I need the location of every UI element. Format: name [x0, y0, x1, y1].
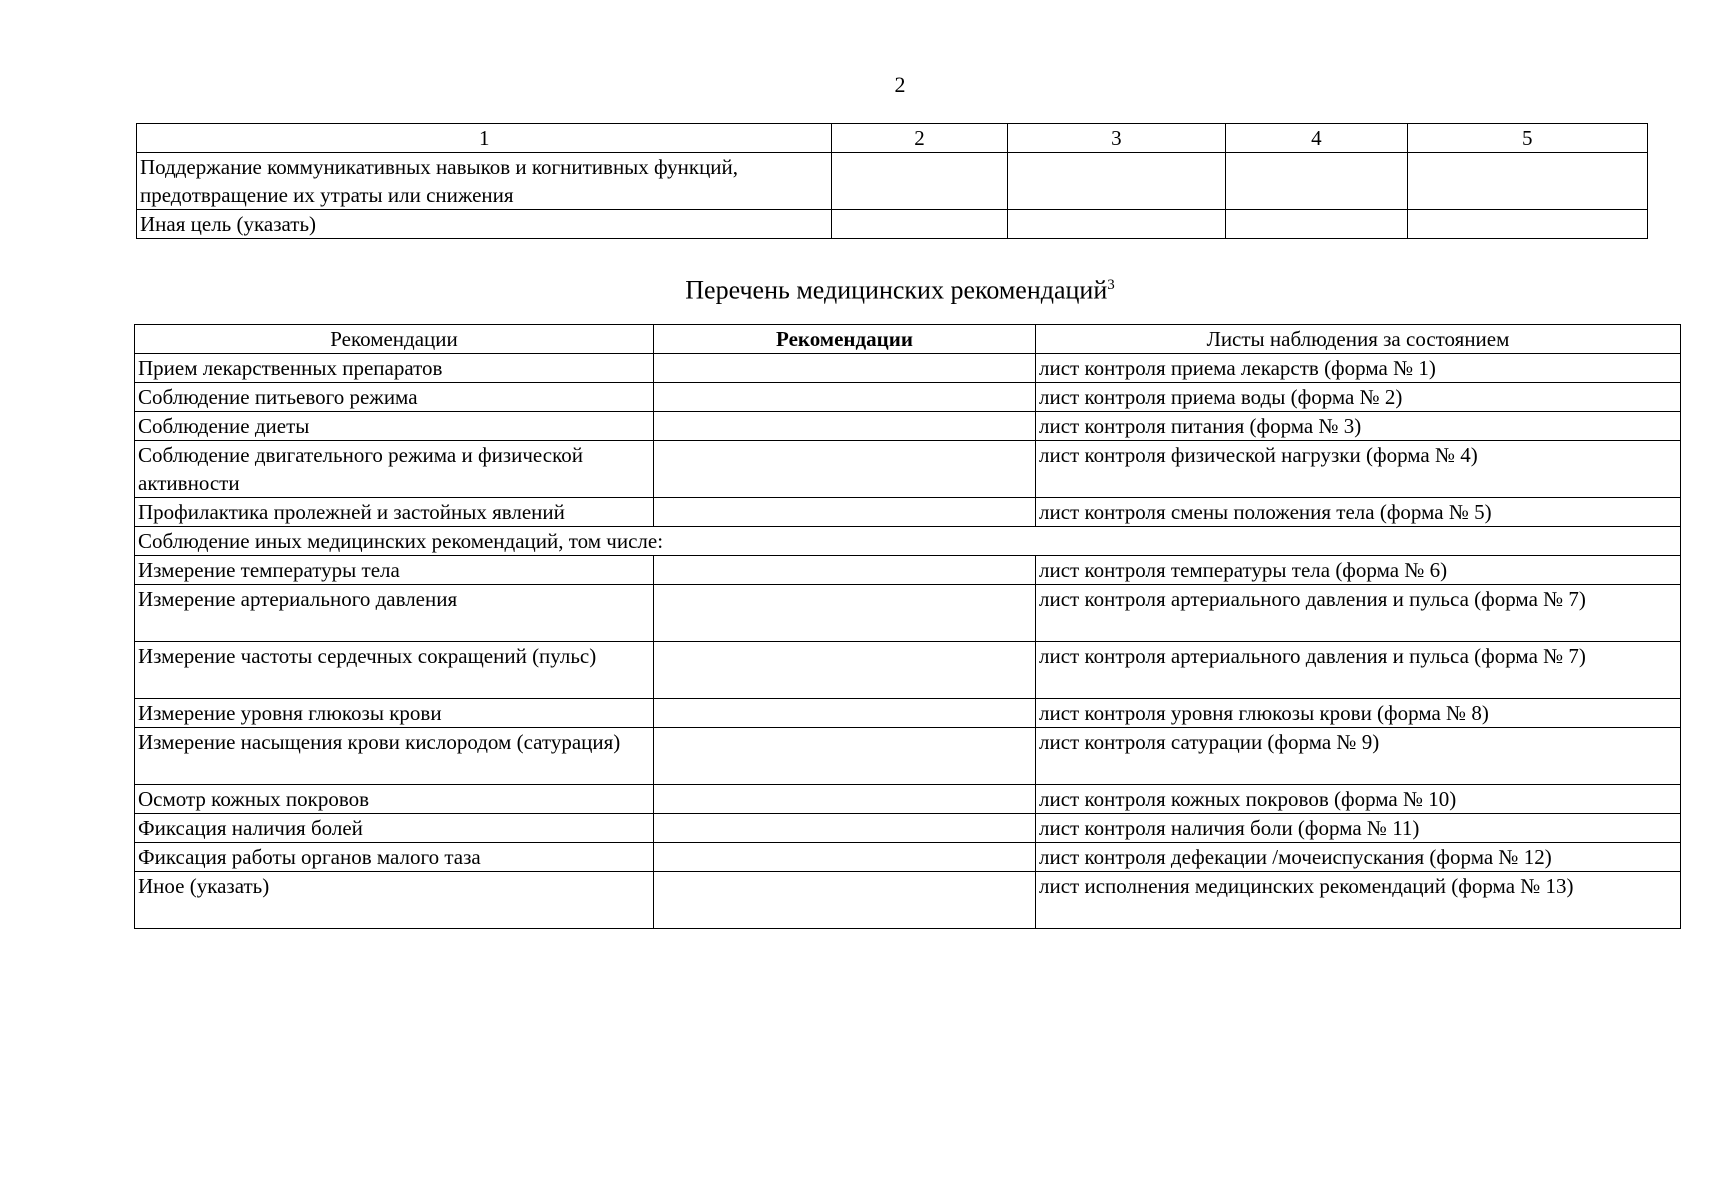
recommendation-cell[interactable] [654, 354, 1036, 383]
recommendation-cell[interactable] [654, 843, 1036, 872]
observation-sheet: лист контроля артериального давления и пульса (форма № 7) [1036, 642, 1681, 699]
recommendation-cell[interactable] [654, 383, 1036, 412]
goal-cell[interactable] [1407, 210, 1648, 239]
table-row [135, 585, 1681, 642]
goal-cell[interactable] [1407, 153, 1648, 210]
footnote-marker: 3 [1107, 277, 1115, 293]
recommendation-cell[interactable] [654, 556, 1036, 585]
table-row [137, 153, 1648, 210]
observation-sheet: лист контроля смены положения тела (форма № 5) [1036, 498, 1681, 527]
recommendation-cell[interactable] [654, 441, 1036, 498]
table-row [135, 354, 1681, 383]
recs-group-label: Соблюдение иных медицинских рекомендаций, том числе: [135, 527, 1681, 556]
recommendation-name: Измерение уровня глюкозы крови [135, 699, 654, 728]
recommendation-name: Иное (указать) [135, 872, 654, 929]
recommendation-cell[interactable] [654, 814, 1036, 843]
table-row [135, 642, 1681, 699]
goal-cell[interactable] [1226, 153, 1407, 210]
goals-table [136, 123, 1648, 239]
table-row [135, 383, 1681, 412]
recommendation-cell[interactable] [654, 699, 1036, 728]
recommendation-name: Измерение температуры тела [135, 556, 654, 585]
observation-sheet: лист контроля температуры тела (форма № 6) [1036, 556, 1681, 585]
recommendation-cell[interactable] [654, 872, 1036, 929]
recommendation-name: Соблюдение питьевого режима [135, 383, 654, 412]
observation-sheet: лист контроля уровня глюкозы крови (форма № 8) [1036, 699, 1681, 728]
goals-col-header: 4 [1226, 124, 1407, 153]
goal-cell[interactable] [1226, 210, 1407, 239]
goals-col-header: 1 [137, 124, 832, 153]
table-row [137, 210, 1648, 239]
recs-col-header: Рекомендации [135, 325, 654, 354]
goal-cell[interactable] [832, 153, 1007, 210]
observation-sheet: лист контроля дефекации /мочеиспускания (форма № 12) [1036, 843, 1681, 872]
recommendation-cell[interactable] [654, 412, 1036, 441]
goal-cell[interactable] [1007, 153, 1225, 210]
recommendation-name: Соблюдение двигательного режима и физической активности [135, 441, 654, 498]
table-row [135, 441, 1681, 498]
observation-sheet: лист контроля сатурации (форма № 9) [1036, 728, 1681, 785]
recommendation-name: Профилактика пролежней и застойных явлений [135, 498, 654, 527]
table-row [135, 699, 1681, 728]
table-row [135, 556, 1681, 585]
table-row [135, 843, 1681, 872]
section-title [0, 269, 1722, 307]
recommendation-name: Фиксация работы органов малого таза [135, 843, 654, 872]
observation-sheet: лист контроля физической нагрузки (форма № 4) [1036, 441, 1681, 498]
recommendations-table [134, 324, 1681, 929]
goal-label: Поддержание коммуникативных навыков и когнитивных функций, предотвращение их утраты или снижения [137, 153, 832, 210]
recommendation-name: Соблюдение диеты [135, 412, 654, 441]
recommendation-name: Измерение артериального давления [135, 585, 654, 642]
table-row [135, 814, 1681, 843]
goal-cell[interactable] [832, 210, 1007, 239]
recs-col-header: Листы наблюдения за состоянием [1036, 325, 1681, 354]
recommendation-name: Осмотр кожных покровов [135, 785, 654, 814]
recommendation-name: Фиксация наличия болей [135, 814, 654, 843]
recommendation-name: Измерение частоты сердечных сокращений (пульс) [135, 642, 654, 699]
goals-col-header: 2 [832, 124, 1007, 153]
recommendation-cell[interactable] [654, 585, 1036, 642]
observation-sheet: лист контроля кожных покровов (форма № 10) [1036, 785, 1681, 814]
observation-sheet: лист контроля наличия боли (форма № 11) [1036, 814, 1681, 843]
table-row [135, 728, 1681, 785]
recommendation-name: Прием лекарственных препаратов [135, 354, 654, 383]
page-number: 2 [894, 72, 906, 97]
observation-sheet: лист контроля приема воды (форма № 2) [1036, 383, 1681, 412]
recommendation-cell[interactable] [654, 642, 1036, 699]
recs-table-header-row [135, 325, 1681, 354]
table-row [135, 412, 1681, 441]
observation-sheet: лист исполнения медицинских рекомендаций (форма № 13) [1036, 872, 1681, 929]
recommendation-cell[interactable] [654, 728, 1036, 785]
goals-table-header-row [137, 124, 1648, 153]
table-row [135, 872, 1681, 929]
recommendation-cell[interactable] [654, 785, 1036, 814]
recommendation-name: Измерение насыщения крови кислородом (сатурация) [135, 728, 654, 785]
goal-cell[interactable] [1007, 210, 1225, 239]
section-title-text: Перечень медицинских рекомендаций [685, 275, 1108, 305]
observation-sheet: лист контроля питания (форма № 3) [1036, 412, 1681, 441]
recs-col-header: Рекомендации [654, 325, 1036, 354]
table-row [135, 785, 1681, 814]
recommendation-cell[interactable] [654, 498, 1036, 527]
table-row [135, 498, 1681, 527]
goals-col-header: 5 [1407, 124, 1648, 153]
goal-label: Иная цель (указать) [137, 210, 832, 239]
observation-sheet: лист контроля артериального давления и пульса (форма № 7) [1036, 585, 1681, 642]
table-row [135, 527, 1681, 556]
observation-sheet: лист контроля приема лекарств (форма № 1) [1036, 354, 1681, 383]
goals-col-header: 3 [1007, 124, 1225, 153]
